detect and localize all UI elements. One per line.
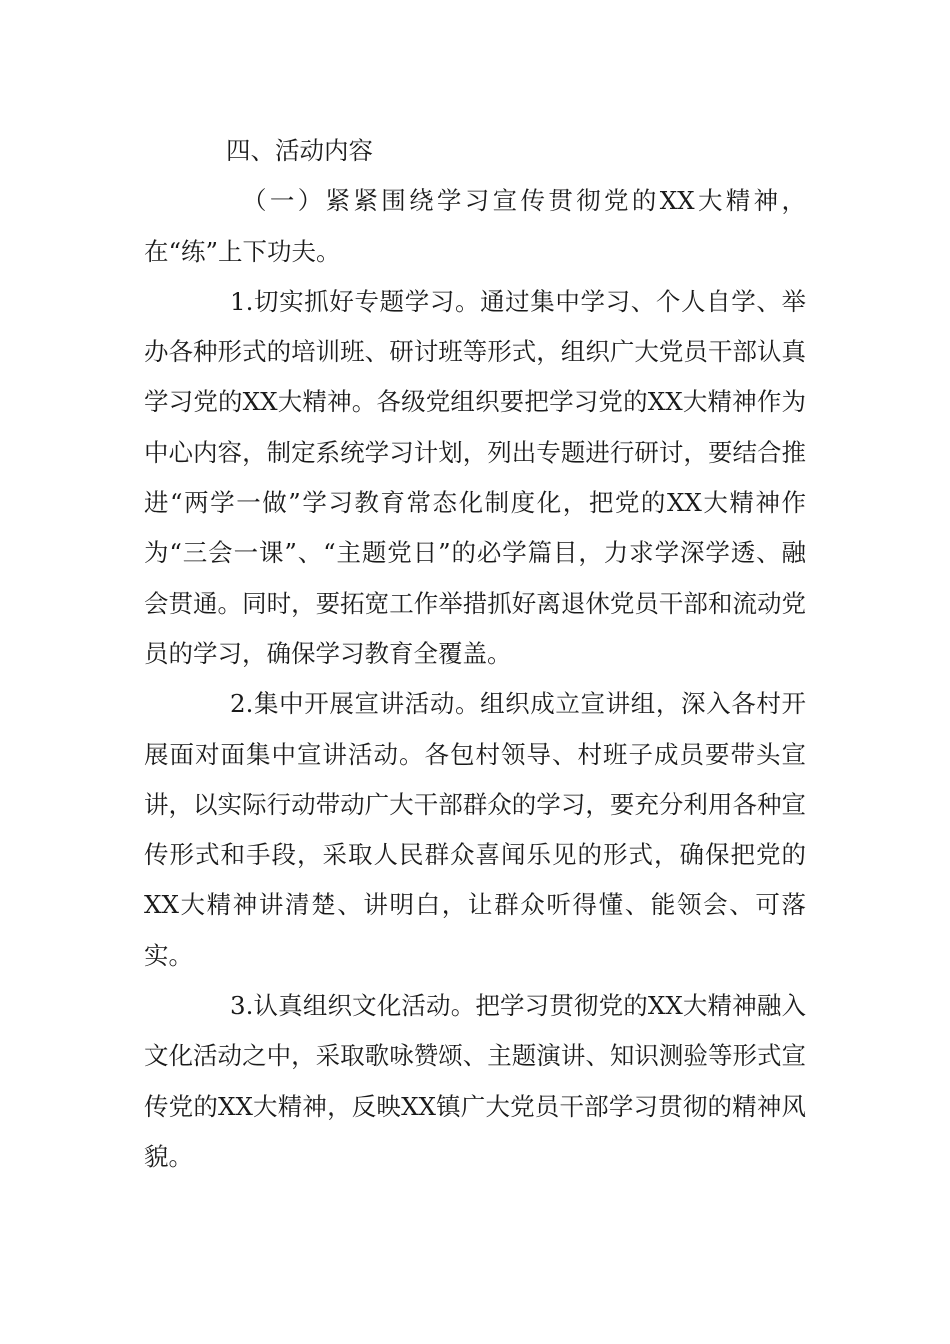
paragraph-1: 1.切实抓好专题学习。通过集中学习、个人自学、举办各种形式的培训班、研讨班等形式，组织广大党员干部认真学习党的XX大精神。各级党组织要把学习党的XX大精神作为中心内容，制定系统学习计划，列出专题进行研讨，要结合推进“两学一做”学习教育常态化制度化，把党的XX大精神作为“三会一课”、“主题党日”的必学篇目，力求学深学透、融会贯通。同时，要拓宽工作举措抓好离退休党员干部和流动党员的学习，确保学习教育全覆盖。 <box>144 286 806 668</box>
paragraph-2: 2.集中开展宣讲活动。组织成立宣讲组，深入各村开展面对面集中宣讲活动。各包村领导、村班子成员要带头宣讲，以实际行动带动广大干部群众的学习，要充分利用各种宣传形式和手段，采取人民群众喜闻乐见的形式，确保把党的XX大精神讲清楚、讲明白，让群众听得懂、能领会、可落实。 <box>144 689 806 970</box>
paragraph-3: 3.认真组织文化活动。把学习贯彻党的XX大精神融入文化活动之中，采取歌咏赞颂、主题演讲、知识测验等形式宣传党的XX大精神，反映XX镇广大党员干部学习贯彻的精神风貌。 <box>144 991 806 1171</box>
subsection-heading: （一）紧紧围绕学习宣传贯彻党的XX大精神，在“练”上下功夫。 <box>144 186 806 266</box>
section-heading: 四、活动内容 <box>226 136 373 165</box>
document-body <box>144 126 806 1182</box>
